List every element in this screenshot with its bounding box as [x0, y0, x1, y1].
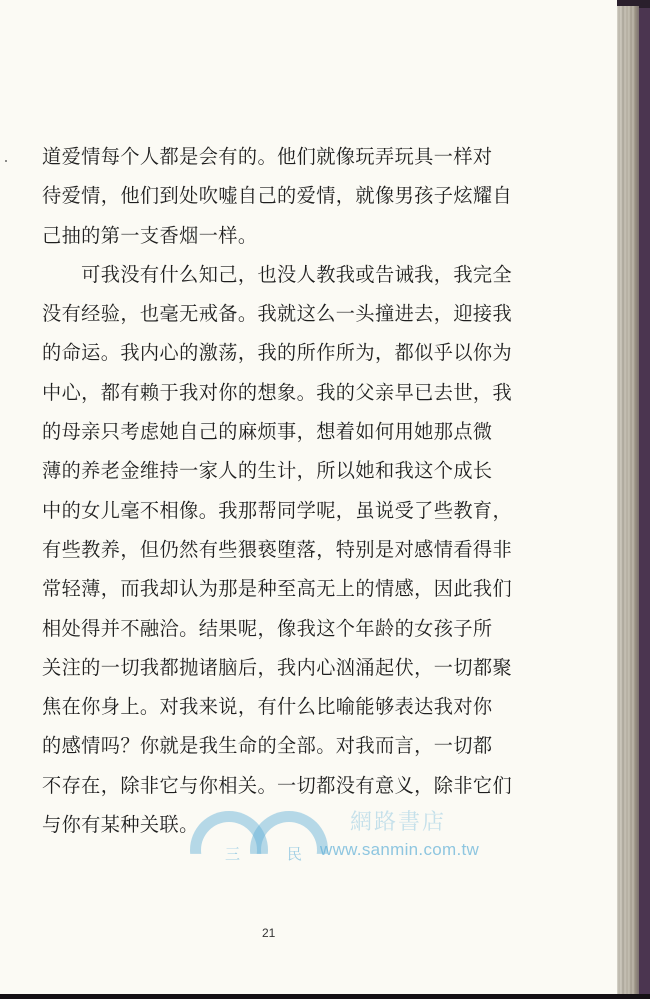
- text-line: 没有经验，也毫无戒备。我就这么一头撞进去，迎接我: [42, 302, 513, 326]
- text-line: 常轻薄，而我却认为那是种至高无上的情感，因此我们: [42, 577, 513, 601]
- text-line: 不存在，除非它与你相关。一切都没有意义，除非它们: [42, 773, 513, 797]
- text-line: 己抽的第一支香烟一样。: [42, 223, 258, 247]
- page-stack-edge: [617, 6, 639, 994]
- text-line: 可我没有什么知己，也没人教我或告诫我，我完全: [42, 262, 513, 286]
- text-line: 焦在你身上。对我来说，有什么比喻能够表达我对你: [42, 695, 493, 719]
- text-line: 薄的养老金维持一家人的生计，所以她和我这个成长: [42, 459, 493, 483]
- text-line: 道爱情每个人都是会有的。他们就像玩弄玩具一样对: [42, 145, 493, 168]
- scan-border: [0, 994, 650, 999]
- text-line: 的母亲只考虑她自己的麻烦事，想着如何用她那点微: [42, 420, 493, 444]
- body-text: [42, 142, 512, 849]
- watermark-url: www.sanmin.com.tw: [320, 840, 480, 859]
- watermark-char: 三: [225, 845, 241, 863]
- text-line: 与你有某种关联。: [42, 813, 199, 837]
- text-line: 的命运。我内心的激荡，我的所作所为，都似乎以你为: [42, 341, 513, 365]
- text-line: 关注的一切我都抛诸脑后，我内心汹涌起伏，一切都聚: [42, 655, 513, 679]
- text-line: 中的女儿毫不相像。我那帮同学呢，虽说受了些教育，: [42, 498, 513, 522]
- scan-speck: [5, 160, 7, 162]
- text-line: 相处得并不融洽。结果呢，像我这个年龄的女孩子所: [42, 616, 493, 640]
- text-line: 待爱情，他们到处吹嘘自己的爱情，就像男孩子炫耀自: [42, 184, 513, 208]
- page-number: 21: [262, 926, 276, 940]
- text-line: 有些教养，但仍然有些猥亵堕落，特别是对感情看得非: [42, 537, 513, 561]
- text-line: 中心，都有赖于我对你的想象。我的父亲早已去世，我: [42, 380, 513, 404]
- text-line: 的感情吗？你就是我生命的全部。对我而言，一切都: [42, 734, 493, 758]
- watermark-char: 民: [287, 845, 303, 863]
- watermark-title: 網路書店: [350, 810, 447, 835]
